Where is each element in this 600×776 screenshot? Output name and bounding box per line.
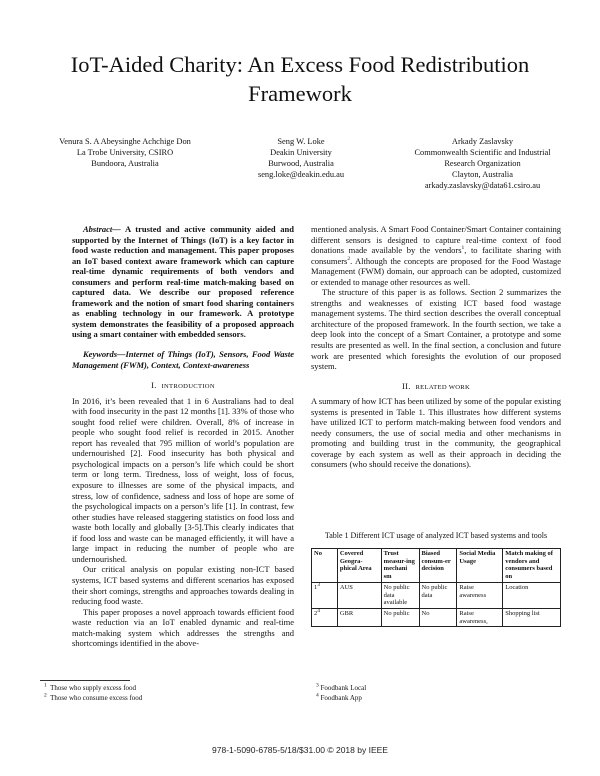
right-paragraph-2: The structure of this paper is as follows. Section 2 summarizes the strengths and weaknesses of existing ICT based food wastage management systems. The third section describes the overall conceptual architecture of the proposed framework. In the fourth section, we take a deep look into the concept of a Smart Container, a prototype and some results are presented as well. In the final section, a conclusion and future work are presented which foresights the evolution of our proposed system. [311,287,561,372]
author-name: Seng W. Loke [277,137,325,146]
footnote-text: Foodbank Local [320,684,367,692]
intro-paragraph-3: This paper proposes a novel approach towards efficient food waste reduction via an IoT enabled dynamic and real-time match-making system which addresses the strengths and shortcomings identified in the above- [72,606,294,649]
footnote-divider [40,680,130,681]
table-cell: AUS [337,582,381,608]
author-block-2 [226,136,376,180]
section-title: INTRODUCTION [161,383,215,391]
table-header-cell: Match making of vendors and consumers based on [503,549,561,583]
right-column [311,224,561,470]
table-cell [312,582,338,608]
author-location: Bundoora, Australia [91,159,159,168]
author-block-3 [400,136,565,191]
section-number: II. [401,380,411,391]
section-title: RELATED WORK [415,383,471,391]
section-number: I. [151,380,157,391]
intro-paragraph-2: Our critical analysis on popular existing non-ICT based systems, ICT based systems and different scenarios has exposed their short comings, strengths and approaches towards dealing in reducing food waste. [72,564,294,607]
footnote-ref-2[interactable]: 2 [347,255,351,262]
intro-paragraph-1: In 2016, it’s been revealed that 1 in 6 Australians had to deal with food insecurity in the past 12 months [1]. 33% of those who sought food relief were children. Overall, 8% of increase in people who sought food relief is recorded in 2015. Another report has revealed that 795 million of world’s population are undernourished [2]. Food insecurity has both physical and psychological impacts on a person’s life which could be short term or long term. Tiredness, loss of weight, loss of focus, exposure to illnesses are some of the physical impacts, and stress, low of confidence, sadness and loss of hope are some of the psychological impacts on a person’s life [1]. In contrast, few other studies have released staggering statistics on food loss and waste both locally and globally [3-5].This clearly indicates that if food loss and waste can be managed efficiently, it will have a large impact in reducing the number of people who are undernourished. [72,395,294,564]
right-paragraph-1-part-c: . Although the concepts are proposed for the Food Wastage Management (FWM) domain, our approach can be adopted, customized or extended to manage other resources as well. [311,255,561,287]
table-cell [312,608,338,626]
footnote [44,684,294,694]
abstract [72,224,294,340]
table-cell: Raise awareness, [457,608,503,626]
table-row [312,608,561,626]
footnote-text: Those who supply excess food [50,684,137,692]
footnote-ref-1[interactable]: 1 [461,245,465,252]
footnote [316,694,556,704]
table-header-cell: Trust measur-ing mechani sm [381,549,419,583]
row-number: 2 [314,609,318,617]
abstract-label: Abstract— [83,224,121,234]
right-paragraph-1-part-b: , to facilitate sharing with consumers [311,245,561,266]
abstract-text: A trusted and active community aided and supported by the Internet of Things (IoT) is a key factor in food waste reduction and management. This paper proposes an IoT based context aware framework which can capture real-time dynamic requirements of both vendors and consumers and perform real-time match-making based on captured data. We describe our proposed reference framework and the notion of smart food sharing containers as enabling technology in our framework. A prototype system demonstrates the feasibility of a proposed approach using a smart container with embedded sensors. [72,224,294,340]
table-cell: No [419,608,457,626]
footnote-number: 4 [316,692,319,699]
author-affiliation: Deakin University [270,148,332,157]
footnote [44,694,294,704]
footnotes-left [44,684,294,703]
author-affiliation-2: Research Organization [444,159,521,168]
table-header-cell: Biased consum-er decision [419,549,457,583]
left-column [72,224,294,649]
footnote-number: 2 [44,692,47,699]
footnote-text: Foodbank App [320,693,362,702]
footnote-text: Those who consume excess food [50,693,143,702]
paper-title: IoT-Aided Charity: An Excess Food Redistribution Framework [70,52,530,106]
author-block-1 [45,136,205,169]
table-cell: Shopping list [503,608,561,626]
related-paragraph-1: A summary of how ICT has been utilized by some of the popular existing systems is presented in Table 1. This illustrates how different systems have utilized ICT to perform match-making between food vendors and needy consumers, the use of social media and other mechanisms in promoting and building trust in the community, the geographical coverage by each system as well as their approach in deciding the consumers (who should receive the donations). [311,396,561,470]
footnote-ref-3[interactable]: 3 [317,581,320,588]
table-cell: Raise awareness [457,582,503,608]
author-name: Arkady Zaslavsky [451,137,514,146]
table-cell: No public data [419,582,457,608]
author-location: Clayton, Australia [452,170,513,179]
author-name: Venura S. A Abeysinghe Achchige Don [59,137,191,146]
author-affiliation: Commonwealth Scientific and Industrial [414,148,551,157]
table-cell: No public [381,608,419,626]
right-paragraph-1 [311,224,561,287]
author-email[interactable]: arkady.zaslavsky@data61.csiro.au [424,181,541,190]
table-header-cell: Covered Geogra-phical Area [337,549,381,583]
keywords: Keywords—Internet of Things (IoT), Sensors, Food Waste Management (FWM), Context, Context-awareness [72,349,294,370]
footnote-number: 3 [316,682,319,689]
footnote-number: 1 [44,682,47,689]
table-cell: Location [503,582,561,608]
table-row [312,582,561,608]
table-cell: GBR [337,608,381,626]
ict-systems-table [311,548,561,627]
footnote-ref-4[interactable]: 4 [317,607,320,614]
author-affiliation: La Trobe University, CSIRO [76,148,174,157]
table-header-cell: Social Media Usage [457,549,503,583]
author-location: Burwood, Australia [268,159,334,168]
author-email[interactable]: seng.loke@deakin.edu.au [257,170,345,179]
copyright-footer: 978-1-5090-6785-5/18/$31.00 © 2018 by IEEE [212,745,388,755]
footnotes-right [316,684,556,703]
row-number: 1 [314,583,318,591]
table-header-row [312,549,561,583]
section-heading-introduction [72,380,294,393]
footnote [316,684,556,694]
right-paragraph-1-part-a: mentioned analysis. A Smart Food Container/Smart Container containing different sensors is designed to capture real-time context of food donations made available by the vendors [311,224,561,256]
table-cell: No public data available [381,582,419,608]
section-heading-related-work [311,381,561,394]
table-header-cell: No [312,549,338,583]
table-caption: Table 1 Different ICT usage of analyzed ICT based systems and tools [324,531,548,540]
